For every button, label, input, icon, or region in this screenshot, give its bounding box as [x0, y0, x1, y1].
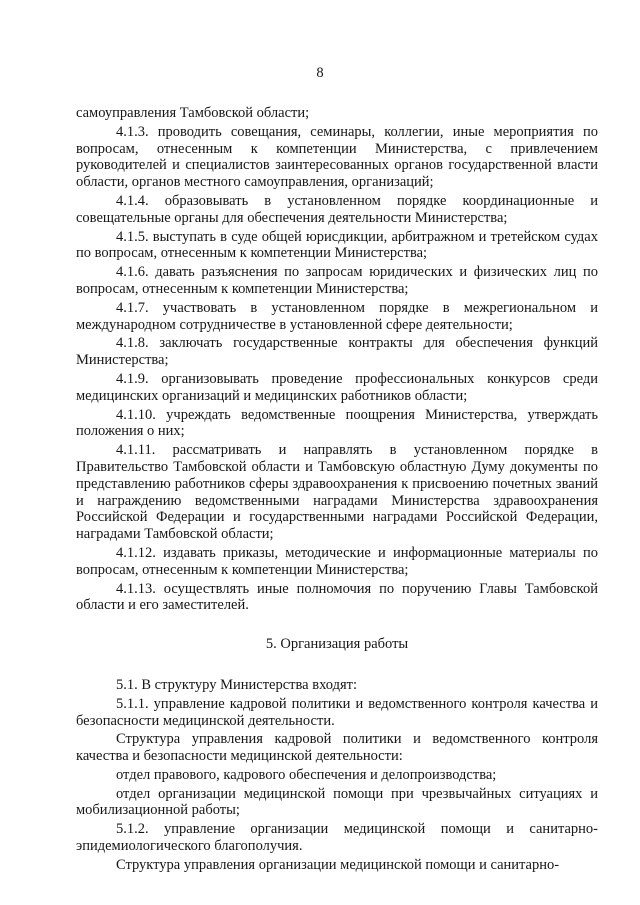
paragraph: 4.1.7. участвовать в установленном порядке в межрегиональном и международном сотрудничестве в установленной сфере деятельности;	[76, 299, 598, 333]
paragraph: 4.1.4. образовывать в установленном порядке координационные и совещательные органы для обеспечения деятельности Министерства;	[76, 192, 598, 226]
paragraph: 5.1.1. управление кадровой политики и ведомственного контроля качества и безопасности медицинской деятельности.	[76, 695, 598, 729]
paragraph: 4.1.12. издавать приказы, методические и информационные материалы по вопросам, отнесенным к компетенции Министерства;	[76, 544, 598, 578]
paragraph: отдел правового, кадрового обеспечения и делопроизводства;	[116, 766, 497, 783]
paragraph: 4.1.6. давать разъяснения по запросам юридических и физических лиц по вопросам, отнесенным к компетенции Министерства;	[76, 264, 598, 297]
paragraph: 4.1.3. проводить совещания, семинары, коллегии, иные мероприятия по вопросам, отнесенным к компетенции Министерства, с привлечением руководителей и специалистов заинтересованных органов государственной власти области, органов местного самоуправления, организаций;	[76, 123, 598, 191]
paragraph: 4.1.11. рассматривать и направлять в установленном порядке в Правительство Тамбовской области и Тамбовскую областную Думу документы по представлению работников сферы здравоохранения к присвоению почетных званий и награждению ведомственными наградами Министерства здравоохранения Российской Федерации и государственными наградами Российской Федерации, наградами Тамбовской области;	[76, 442, 598, 543]
paragraph: 4.1.9. организовывать проведение профессиональных конкурсов среди медицинских организаций и медицинских работников области;	[76, 370, 598, 404]
paragraphs-after-section	[76, 677, 598, 874]
paragraph: Структура управления кадровой политики и ведомственного контроля качества и безопасности медицинской деятельности:	[76, 731, 598, 765]
section-title: 5. Организация работы	[265, 636, 409, 653]
paragraph: отдел организации медицинской помощи при чрезвычайных ситуациях и мобилизационной работы;	[76, 785, 598, 819]
paragraph: 4.1.5. выступать в суде общей юрисдикции, арбитражном и третейском судах по вопросам, отнесенным к компетенции Министерства;	[76, 228, 598, 262]
paragraphs-before-section	[76, 105, 598, 614]
paragraph: 4.1.10. учреждать ведомственные поощрения Министерства, утверждать положения о них;	[76, 406, 598, 440]
paragraph: Структура управления организации медицинской помощи и санитарно-	[116, 856, 560, 873]
paragraph: 4.1.13. осуществлять иные полномочия по поручению Главы Тамбовской области и его заместителей.	[76, 580, 598, 614]
page-number: 8	[316, 65, 324, 81]
paragraph: 5.1.2. управление организации медицинской помощи и санитарно-эпидемиологического благополучия.	[76, 821, 598, 855]
document-body	[76, 105, 598, 874]
paragraph: 4.1.8. заключать государственные контракты для обеспечения функций Министерства;	[76, 335, 598, 369]
paragraph: самоуправления Тамбовской области;	[76, 105, 310, 121]
paragraph: 5.1. В структуру Министерства входят:	[116, 676, 358, 693]
